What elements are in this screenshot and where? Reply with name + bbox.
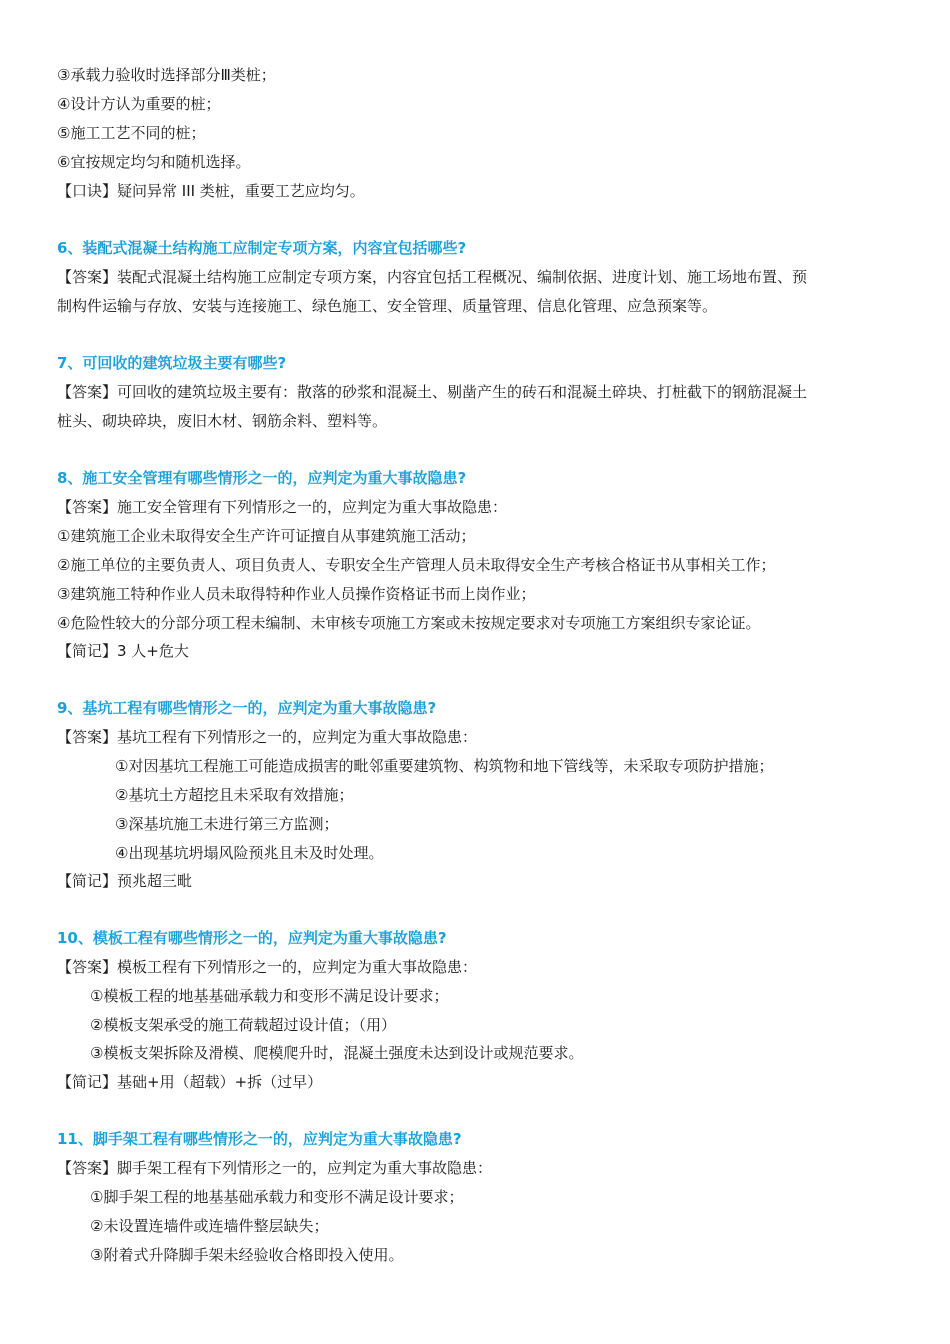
question-10-item-3: ③模板支架拆除及滑模、爬模爬升时，混凝土强度未达到设计或规范要求。 [90, 1044, 584, 1062]
question-9-answer: 【答案】基坑工程有下列情形之一的，应判定为重大事故隐患： [57, 728, 478, 746]
question-7-answer-line-2: 桩头、砌块碎块，废旧木材、钢筋余料、塑料等。 [57, 412, 388, 430]
question-8-item-1: ①建筑施工企业未取得安全生产许可证擅自从事建筑施工活动； [57, 527, 476, 545]
question-9-note: 【简记】预兆超三毗 [57, 872, 193, 890]
question-10-note: 【简记】基础+用（超载）+拆（过早） [57, 1073, 323, 1091]
question-8-title: 8、施工安全管理有哪些情形之一的，应判定为重大事故隐患? [57, 469, 467, 487]
question-9-title: 9、基坑工程有哪些情形之一的，应判定为重大事故隐患? [57, 699, 437, 717]
intro-line-5: ⑤施工工艺不同的桩； [57, 124, 206, 142]
question-6-title: 6、装配式混凝土结构施工应制定专项方案，内容宜包括哪些? [57, 239, 467, 257]
question-11-item-1: ①脚手架工程的地基基础承载力和变形不满足设计要求； [90, 1188, 464, 1206]
question-10-title: 10、模板工程有哪些情形之一的，应判定为重大事故隐患? [57, 929, 447, 947]
question-10-answer: 【答案】模板工程有下列情形之一的，应判定为重大事故隐患： [57, 958, 478, 976]
question-9-item-1: ①对因基坑工程施工可能造成损害的毗邻重要建筑物、构筑物和地下管线等，未采取专项防护措施； [115, 757, 774, 775]
intro-line-4: ④设计方认为重要的桩； [57, 95, 221, 113]
question-7-answer-line-1: 【答案】可回收的建筑垃圾主要有：散落的砂浆和混凝土、剔凿产生的砖石和混凝土碎块、打桩截下的钢筋混凝土 [57, 383, 808, 401]
question-6-answer-line-1: 【答案】装配式混凝土结构施工应制定专项方案，内容宜包括工程概况、编制依据、进度计划、施工场地布置、预 [57, 268, 808, 286]
question-8-item-3: ③建筑施工特种作业人员未取得特种作业人员操作资格证书而上岗作业； [57, 585, 536, 603]
question-11-title: 11、脚手架工程有哪些情形之一的，应判定为重大事故隐患? [57, 1130, 462, 1148]
question-6-answer-line-2: 制构件运输与存放、安装与连接施工、绿色施工、安全管理、质量管理、信息化管理、应急预案等。 [57, 297, 718, 315]
question-9-item-3: ③深基坑施工未进行第三方监测； [115, 815, 339, 833]
question-7-title: 7、可回收的建筑垃圾主要有哪些? [57, 354, 287, 372]
question-8-item-2: ②施工单位的主要负责人、项目负责人、专职安全生产管理人员未取得安全生产考核合格证书从事相关工作； [57, 556, 776, 574]
intro-line-6: ⑥宜按规定均匀和随机选择。 [57, 153, 251, 171]
question-11-answer: 【答案】脚手架工程有下列情形之一的，应判定为重大事故隐患： [57, 1159, 493, 1177]
question-10-item-2: ②模板支架承受的施工荷载超过设计值；（用） [90, 1016, 396, 1034]
intro-mnemonic: 【口诀】疑问异常 III 类桩，重要工艺应均匀。 [57, 182, 365, 200]
question-9-item-4: ④出现基坑坍塌风险预兆且未及时处理。 [115, 844, 384, 862]
intro-line-3: ③承载力验收时选择部分Ⅲ类桩； [57, 66, 276, 84]
question-8-note: 【简记】3 人+危大 [57, 642, 189, 660]
question-11-item-2: ②未设置连墙件或连墙件整层缺失； [90, 1217, 329, 1235]
question-8-item-4: ④危险性较大的分部分项工程未编制、未审核专项施工方案或未按规定要求对专项施工方案组织专家论证。 [57, 614, 761, 632]
question-8-answer: 【答案】施工安全管理有下列情形之一的，应判定为重大事故隐患： [57, 498, 508, 516]
question-9-item-2: ②基坑土方超挖且未采取有效措施； [115, 786, 354, 804]
question-11-item-3: ③附着式升降脚手架未经验收合格即投入使用。 [90, 1246, 404, 1264]
question-10-item-1: ①模板工程的地基基础承载力和变形不满足设计要求； [90, 987, 449, 1005]
